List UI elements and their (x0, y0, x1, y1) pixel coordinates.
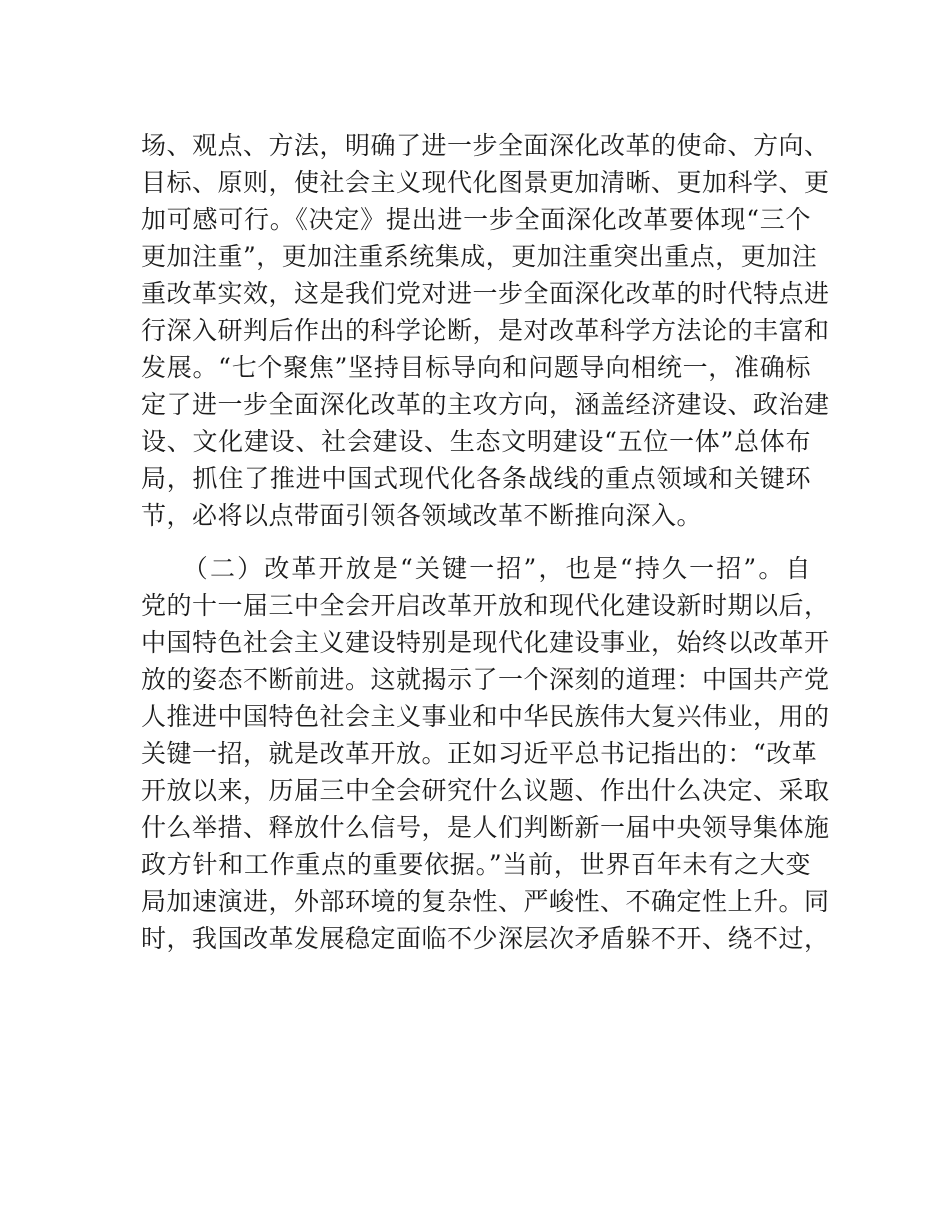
paragraph-1-line-1: 场、观点、方法，明确了进一步全面深化改革的使命、方向、 (141, 131, 830, 160)
paragraph-1-line-4: 更加注重”，更加注重系统集成，更加注重突出重点，更加注 (141, 242, 818, 271)
paragraph-1-line-2: 目标、原则，使社会主义现代化图景更加清晰、更加科学、更 (141, 168, 830, 197)
paragraph-1-line-11: 节，必将以点带面引领各领域改革不断推向深入。 (141, 501, 703, 530)
paragraph-1-line-8: 定了进一步全面深化改革的主攻方向，涵盖经济建设、政治建 (141, 390, 830, 419)
paragraph-1-line-6: 行深入研判后作出的科学论断，是对改革科学方法论的丰富和 (141, 316, 830, 345)
paragraph-2-line-9: 政方针和工作重点的重要依据。”当前，世界百年未有之大变 (141, 850, 811, 879)
paragraph-2-line-3: 中国特色社会主义建设特别是现代化建设事业，始终以改革开 (141, 628, 830, 657)
paragraph-2-line-1: （二）改革开放是“关键一招”，也是“持久一招”。自 (141, 554, 811, 583)
paragraph-1-line-10: 局，抓住了推进中国式现代化各条战线的重点领域和关键环 (141, 464, 811, 493)
paragraph-2-line-4: 放的姿态不断前进。这就揭示了一个深刻的道理：中国共产党 (141, 665, 830, 694)
paragraph-1-line-7: 发展。“七个聚焦”坚持目标导向和问题导向相统一，准确标 (141, 353, 811, 382)
paragraph-1-line-3: 加可感可行。《决定》提出进一步全面深化改革要体现“三个 (141, 205, 811, 234)
paragraph-2-line-5: 人推进中国特色社会主义事业和中华民族伟大复兴伟业，用的 (141, 702, 830, 731)
paragraph-2-line-6: 关键一招，就是改革开放。正如习近平总书记指出的：“改革 (141, 739, 818, 768)
paragraph-2-line-7: 开放以来，历届三中全会研究什么议题、作出什么决定、采取 (141, 776, 830, 805)
paragraph-2-line-2: 党的十一届三中全会开启改革开放和现代化建设新时期以后， (141, 591, 830, 620)
paragraph-2-line-10: 局加速演进，外部环境的复杂性、严峻性、不确定性上升。同 (141, 887, 830, 916)
paragraph-2-line-11: 时，我国改革发展稳定面临不少深层次矛盾躲不开、绕不过， (141, 924, 830, 953)
paragraph-1-line-9: 设、文化建设、社会建设、生态文明建设“五位一体”总体布 (141, 427, 811, 456)
paragraph-2-line-8: 什么举措、释放什么信号，是人们判断新一届中央领导集体施 (141, 813, 830, 842)
paragraph-1-line-5: 重改革实效，这是我们党对进一步全面深化改革的时代特点进 (141, 279, 830, 308)
